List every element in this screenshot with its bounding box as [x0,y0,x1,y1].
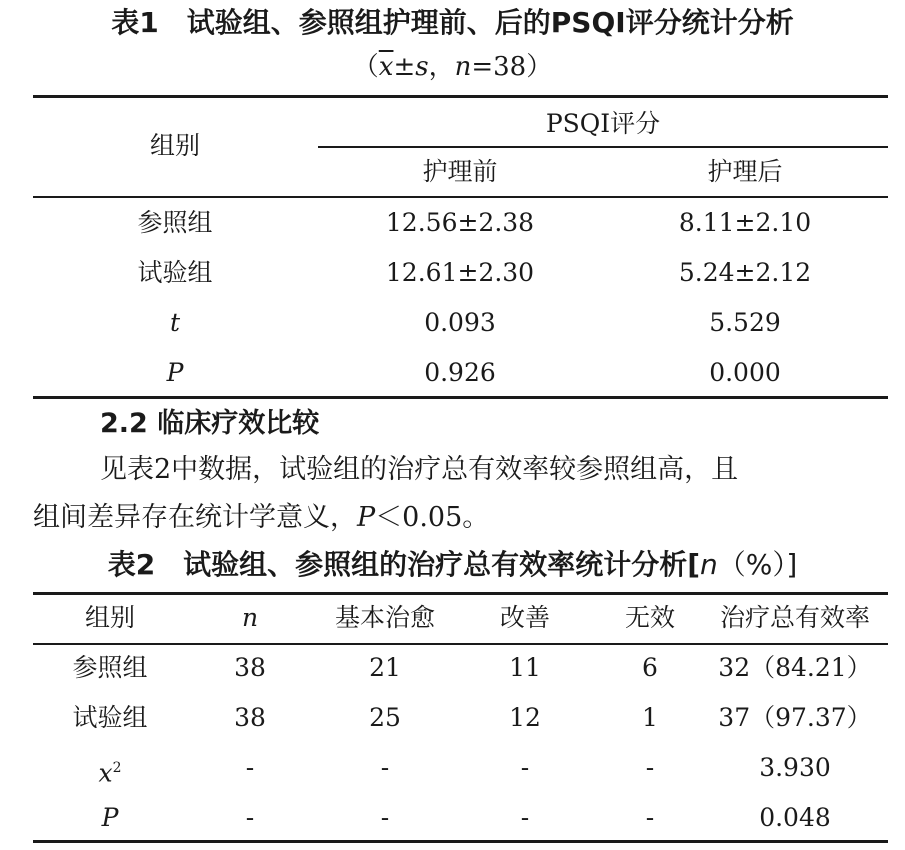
table1-cell-before: 0.093 [424,308,496,337]
table2-cell: 3.930 [759,753,831,782]
table2-row-label: $x^2$ [98,758,122,788]
table2-cell: 11 [509,653,541,682]
table1-header-before: 护理前 [422,157,498,186]
table2-cell: - [520,803,530,832]
table1-header-group: 组别 [149,131,200,160]
table2-header: 组别 [84,603,135,632]
table2-cell: 25 [369,703,401,732]
table1-subcaption: （$\overline{x}\pm s$，n=38） [352,52,553,82]
table2-cell: - [520,753,530,782]
table2-row-label: P [101,803,119,832]
table1-header-after: 护理后 [707,157,783,186]
table2-header: 基本治愈 [334,603,435,632]
table2-header: 改善 [499,603,550,632]
section-heading: 2.2 临床疗效比较 [100,408,320,439]
table2-header: 无效 [624,603,675,632]
table2-cell: - [245,753,255,782]
table2-cell: 38 [234,703,266,732]
table2-header-rule [33,643,888,645]
table2-cell: - [380,803,390,832]
table2-cell: - [245,803,255,832]
table1-caption: 表1 试验组、参照组护理前、后的PSQI评分统计分析 [111,6,794,39]
table2-cell: 37（97.37） [718,703,872,732]
table1-cell-after: 5.529 [709,308,781,337]
paragraph-line: 见表2中数据，试验组的治疗总有效率较参照组高，且 [100,454,739,485]
table1-row-label: 试验组 [137,258,213,287]
table2-bottom-rule [33,840,888,843]
table1-header-psqi: PSQI评分 [545,109,661,138]
table2-header: n [241,603,259,632]
table2-row-label: 试验组 [72,703,148,732]
table1-cell-after: 0.000 [709,358,781,387]
table2-cell: - [645,753,655,782]
table2-cell: - [645,803,655,832]
table2-cell: 6 [642,653,658,682]
paragraph-line: 组间差异存在统计学意义，P＜0.05。 [33,502,490,533]
table2-row-label: 参照组 [72,653,148,682]
table2-cell: 21 [369,653,401,682]
table2-cell: 38 [234,653,266,682]
table1-row-label: 参照组 [137,208,213,237]
table1-header-rule [33,196,888,198]
table1-cell-after: 5.24±2.12 [678,258,812,287]
table2-caption: 表2 试验组、参照组的治疗总有效率统计分析[n（%）] [107,548,798,581]
table1-row-label: t [169,308,181,337]
table2-cell: 12 [509,703,541,732]
table1-row-label: P [166,358,184,387]
table2-header: 治疗总有效率 [719,603,870,632]
table2-top-rule [33,592,888,595]
table1-bottom-rule [33,396,888,399]
table1-cell-before: 12.61±2.30 [385,258,535,287]
table2-cell: - [380,753,390,782]
table2-cell: 32（84.21） [718,653,872,682]
table1-cell-before: 12.56±2.38 [385,208,535,237]
table2-cell: 1 [642,703,658,732]
table1-cell-after: 8.11±2.10 [678,208,812,237]
table1-cell-before: 0.926 [424,358,496,387]
table1-sub-rule [318,146,888,148]
table2-cell: 0.048 [759,803,831,832]
table1-top-rule [33,95,888,98]
